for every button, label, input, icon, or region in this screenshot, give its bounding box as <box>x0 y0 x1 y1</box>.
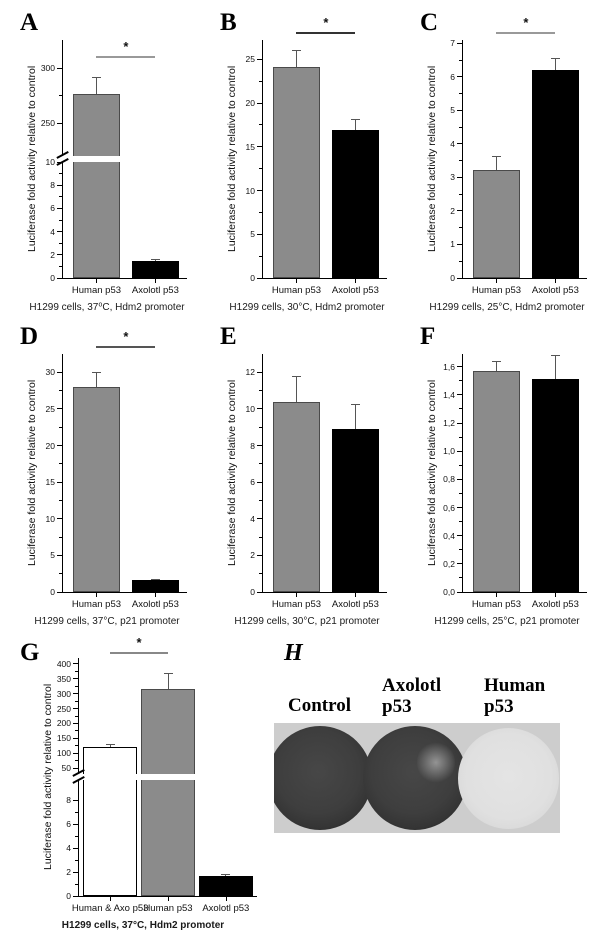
y-axis-tick-label: 8 <box>66 795 71 806</box>
significance-line <box>96 346 155 348</box>
bar-human-p53 <box>473 371 521 592</box>
bar-human-p53 <box>73 94 121 278</box>
significance-line <box>296 32 355 34</box>
y-axis-tick-label: 0,8 <box>443 474 455 485</box>
plot-area <box>245 354 387 610</box>
error-bar-cap <box>492 361 501 362</box>
x-category-label: Axolotl p53 <box>531 285 579 296</box>
y-axis-tick-label: 8 <box>250 440 255 451</box>
y-axis-tick-label: 3 <box>450 172 455 183</box>
y-axis-tick-label: 5 <box>50 550 55 561</box>
x-category-label: Human p53 <box>71 285 122 296</box>
panel-letter-h: H <box>284 640 303 666</box>
y-axis-tick <box>457 143 463 144</box>
y-axis-tick-label: 10 <box>245 403 255 414</box>
y-axis-tick <box>57 185 63 186</box>
y-axis-minor-tick <box>459 521 463 522</box>
y-axis-minor-tick <box>59 573 63 574</box>
y-axis-label: Luciferase fold activity relative to control <box>226 379 238 567</box>
y-axis-tick-label: 7 <box>450 38 455 49</box>
x-category-label: Axolotl p53 <box>131 599 179 610</box>
x-category-label: Human p53 <box>271 285 322 296</box>
y-axis-label: Luciferase fold activity relative to control <box>226 65 238 253</box>
panel-letter-d: D <box>20 323 39 350</box>
y-axis-tick-label: 4 <box>50 226 55 237</box>
significance-asterisk: * <box>136 635 142 650</box>
y-axis-tick-label: 20 <box>45 440 55 451</box>
error-bar <box>168 673 169 689</box>
error-bar-cap <box>292 50 301 51</box>
error-bar-cap <box>492 156 501 157</box>
y-axis-tick-label: 300 <box>40 63 55 74</box>
plot-area <box>40 39 187 296</box>
error-bar-cap <box>151 259 160 260</box>
y-axis-tick <box>257 59 263 60</box>
y-axis-tick-label: 0,4 <box>443 530 455 541</box>
y-axis-tick <box>73 678 79 679</box>
significance-asterisk: * <box>523 15 529 30</box>
x-axis-tick <box>96 593 97 597</box>
y-axis-tick <box>73 768 79 769</box>
x-axis-tick <box>168 897 169 901</box>
dish-label-human-p53: Human p53 <box>484 675 546 717</box>
y-axis-tick-label: 1,6 <box>443 361 455 372</box>
bar-human-axo-p53 <box>83 747 136 896</box>
y-axis-minor-tick <box>75 671 79 672</box>
x-axis-tick <box>555 279 556 283</box>
petri-dish-control <box>274 726 372 830</box>
y-axis-label: Luciferase fold activity relative to control <box>26 65 38 253</box>
y-axis-minor-tick <box>59 266 63 267</box>
panel-letter-c: C <box>420 9 439 36</box>
y-axis-tick <box>457 210 463 211</box>
y-axis-tick <box>257 146 263 147</box>
panel-G <box>0 632 272 951</box>
y-axis-tick-label: 5 <box>250 229 255 240</box>
x-axis-tick <box>296 279 297 283</box>
y-axis-tick <box>457 507 463 508</box>
y-axis-tick <box>457 535 463 536</box>
y-axis-tick <box>457 423 463 424</box>
y-axis-minor-tick <box>459 93 463 94</box>
y-axis-tick-label: 20 <box>245 98 255 108</box>
y-axis-tick-label: 1 <box>450 239 455 250</box>
y-axis-tick-label: 12 <box>245 367 255 378</box>
y-axis-tick-label: 100 <box>56 748 71 759</box>
y-axis-tick-label: 200 <box>56 718 71 729</box>
y-axis-minor-tick <box>259 212 263 213</box>
chart-caption: H1299 cells, 30°C, Hdm2 promoter <box>229 302 385 313</box>
chart-caption: H1299 cells, 37⁰C, Hdm2 promoter <box>29 302 185 313</box>
x-category-label: Axolotl p53 <box>202 903 250 914</box>
y-axis-minor-tick <box>459 60 463 61</box>
y-axis-tick <box>57 482 63 483</box>
y-axis-tick-label: 4 <box>450 138 455 149</box>
y-axis-tick-label: 6 <box>250 477 255 488</box>
y-axis-minor-tick <box>259 463 263 464</box>
y-axis-tick-label: 4 <box>66 843 71 854</box>
y-axis-minor-tick <box>459 493 463 494</box>
y-axis-tick-label: 0 <box>50 273 55 283</box>
error-bar <box>96 372 97 387</box>
bar-axolotl-p53 <box>332 130 380 278</box>
y-axis-tick <box>457 43 463 44</box>
y-axis-minor-tick <box>59 95 63 96</box>
y-axis-minor-tick <box>59 537 63 538</box>
y-axis-minor-tick <box>459 380 463 381</box>
y-axis-tick <box>57 278 63 279</box>
error-bar-cap <box>551 58 560 59</box>
axis-break <box>76 774 258 780</box>
y-axis-minor-tick <box>59 390 63 391</box>
y-axis-minor-tick <box>59 196 63 197</box>
panel-B <box>200 4 400 318</box>
y-axis-tick <box>57 208 63 209</box>
x-axis-tick <box>155 279 156 283</box>
x-category-label: Axolotl p53 <box>331 285 379 296</box>
y-axis-tick <box>57 445 63 446</box>
y-axis-tick-label: 0,6 <box>443 502 455 513</box>
error-bar-cap <box>92 372 101 373</box>
significance-line <box>110 652 168 654</box>
y-axis-tick <box>57 592 63 593</box>
error-bar-cap <box>106 744 115 745</box>
bar-human-p53 <box>273 67 321 278</box>
x-category-label: Human p53 <box>71 599 122 610</box>
y-axis-tick-label: 250 <box>40 118 55 129</box>
y-axis-tick-label: 30 <box>45 367 55 378</box>
y-axis-tick <box>457 244 463 245</box>
panel-C <box>400 4 600 318</box>
x-axis-tick <box>110 897 111 901</box>
y-axis-tick <box>257 190 263 191</box>
y-axis-minor-tick <box>75 716 79 717</box>
y-axis-minor-tick <box>259 124 263 125</box>
bar-axolotl-p53 <box>132 580 180 592</box>
panel-letter-a: A <box>20 9 39 36</box>
y-axis-minor-tick <box>59 427 63 428</box>
x-category-label: Human p53 <box>143 903 193 914</box>
x-axis-tick <box>355 279 356 283</box>
y-axis-tick <box>457 592 463 593</box>
y-axis-tick <box>457 366 463 367</box>
x-category-label: Human & Axo p53 <box>71 903 149 914</box>
bar-human-p53 <box>473 170 521 278</box>
y-axis-tick-label: 50 <box>61 763 71 774</box>
plot-area <box>45 329 187 610</box>
error-bar-cap <box>221 874 230 875</box>
y-axis-tick <box>57 372 63 373</box>
error-bar-cap <box>151 579 160 580</box>
x-axis-tick <box>355 593 356 597</box>
y-axis-tick-label: 0 <box>450 273 455 283</box>
y-axis-minor-tick <box>459 160 463 161</box>
y-axis-tick <box>73 693 79 694</box>
y-axis-minor-tick <box>459 227 463 228</box>
x-category-label: Human p53 <box>471 599 522 610</box>
y-axis-minor-tick <box>459 194 463 195</box>
bar-human-p53 <box>73 387 121 592</box>
y-axis-tick-label: 2 <box>450 205 455 216</box>
error-bar-cap <box>351 404 360 405</box>
y-axis-tick <box>57 231 63 232</box>
y-axis-tick <box>257 408 263 409</box>
y-axis-tick <box>73 663 79 664</box>
significance-line <box>496 32 555 34</box>
error-bar <box>296 50 297 68</box>
y-axis-minor-tick <box>75 701 79 702</box>
y-axis-tick <box>73 723 79 724</box>
y-axis-label: Luciferase fold activity relative to control <box>26 379 38 567</box>
y-axis-tick <box>57 555 63 556</box>
y-axis-minor-tick <box>259 537 263 538</box>
y-axis-minor-tick <box>75 745 79 746</box>
chart-caption: H1299 cells, 25°C, p21 promoter <box>434 616 580 627</box>
bar-axolotl-p53 <box>132 261 180 278</box>
x-category-label: Human p53 <box>471 285 522 296</box>
y-axis-tick-label: 0,0 <box>443 587 455 597</box>
error-bar-cap <box>351 119 360 120</box>
y-axis-tick <box>457 278 463 279</box>
y-axis-minor-tick <box>75 760 79 761</box>
plot-area <box>443 354 587 610</box>
y-axis-tick <box>257 278 263 279</box>
x-axis-tick <box>296 593 297 597</box>
y-axis-tick <box>73 824 79 825</box>
y-axis-tick-label: 1,0 <box>443 446 455 457</box>
panel-F <box>400 318 600 632</box>
error-bar <box>296 376 297 402</box>
y-axis-tick <box>73 800 79 801</box>
y-axis-tick <box>73 753 79 754</box>
y-axis-tick-label: 1,4 <box>443 389 455 400</box>
y-axis-tick <box>257 518 263 519</box>
bar-axolotl-p53 <box>332 429 380 592</box>
y-axis-tick <box>57 254 63 255</box>
y-axis-minor-tick <box>459 408 463 409</box>
bar-axolotl-p53 <box>532 70 580 278</box>
y-axis-tick-label: 10 <box>45 513 55 524</box>
y-axis-tick-label: 15 <box>245 141 255 152</box>
y-axis-minor-tick <box>459 465 463 466</box>
y-axis-tick <box>73 848 79 849</box>
x-axis-tick <box>496 279 497 283</box>
plot-area <box>245 15 387 296</box>
y-axis-tick-label: 15 <box>45 477 55 488</box>
y-axis-tick <box>457 451 463 452</box>
y-axis-tick-label: 2 <box>50 249 55 260</box>
plot-area <box>56 635 257 914</box>
x-category-label: Axolotl p53 <box>131 285 179 296</box>
error-bar <box>96 77 97 93</box>
bar-human-p53 <box>273 402 321 592</box>
y-axis-minor-tick <box>459 549 463 550</box>
y-axis-minor-tick <box>75 884 79 885</box>
panel-H <box>272 632 600 951</box>
x-axis-tick <box>555 593 556 597</box>
petri-dish-photo <box>274 723 560 833</box>
y-axis-label: Luciferase fold activity relative to control <box>42 683 54 871</box>
x-category-label: Human p53 <box>271 599 322 610</box>
axis-break <box>60 156 188 162</box>
y-axis-minor-tick <box>59 500 63 501</box>
y-axis-tick-label: 25 <box>45 403 55 414</box>
y-axis-tick-label: 10 <box>45 157 55 167</box>
y-axis-minor-tick <box>59 220 63 221</box>
y-axis-tick <box>257 555 263 556</box>
y-axis-tick-label: 150 <box>56 733 71 744</box>
y-axis-tick <box>257 372 263 373</box>
y-axis-minor-tick <box>459 437 463 438</box>
y-axis-tick-label: 5 <box>450 105 455 116</box>
y-axis-tick-label: 300 <box>56 688 71 699</box>
y-axis-tick <box>257 234 263 235</box>
y-axis-tick-label: 0,2 <box>443 558 455 569</box>
panel-letter-b: B <box>220 9 237 36</box>
error-bar-cap <box>551 355 560 356</box>
panel-letter-e: E <box>220 323 237 350</box>
panel-E <box>200 318 400 632</box>
y-axis-tick-label: 0 <box>50 587 55 597</box>
y-axis-minor-tick <box>259 256 263 257</box>
y-axis-tick-label: 400 <box>56 658 71 669</box>
y-axis-tick <box>457 110 463 111</box>
y-axis-tick <box>457 394 463 395</box>
y-axis-tick <box>257 445 263 446</box>
chart-caption: H1299 cells, 37°C, p21 promoter <box>34 616 180 627</box>
error-bar-cap <box>92 77 101 78</box>
y-axis-tick-label: 4 <box>250 513 255 524</box>
y-axis-tick-label: 25 <box>245 54 255 65</box>
y-axis-minor-tick <box>259 81 263 82</box>
y-axis-label: Luciferase fold activity relative to control <box>426 65 438 253</box>
x-axis-tick <box>496 593 497 597</box>
y-axis-tick <box>457 76 463 77</box>
y-axis-tick-label: 2 <box>66 867 71 878</box>
bar-axolotl-p53 <box>532 379 580 592</box>
y-axis-minor-tick <box>259 573 263 574</box>
y-axis-label: Luciferase fold activity relative to control <box>426 379 438 567</box>
y-axis-minor-tick <box>75 730 79 731</box>
x-axis-tick <box>96 279 97 283</box>
error-bar <box>496 156 497 170</box>
significance-line <box>96 56 155 58</box>
y-axis-minor-tick <box>259 500 263 501</box>
y-axis-tick-label: 0 <box>250 273 255 283</box>
y-axis-tick <box>457 177 463 178</box>
y-axis-tick-label: 350 <box>56 673 71 684</box>
x-axis-tick <box>226 897 227 901</box>
y-axis-tick <box>257 482 263 483</box>
y-axis-tick <box>257 103 263 104</box>
error-bar <box>496 361 497 371</box>
significance-asterisk: * <box>123 329 129 344</box>
y-axis-tick <box>57 123 63 124</box>
dish-label-control: Control <box>288 695 351 716</box>
y-axis-tick-label: 8 <box>50 180 55 191</box>
chart-caption: H1299 cells, 25°C, Hdm2 promoter <box>429 302 585 313</box>
y-axis-minor-tick <box>59 173 63 174</box>
petri-dish-axolotl-p53 <box>363 726 467 830</box>
petri-dish-human-p53 <box>458 728 559 829</box>
y-axis-minor-tick <box>459 127 463 128</box>
x-category-label: Axolotl p53 <box>331 599 379 610</box>
y-axis-tick <box>457 479 463 480</box>
y-axis-minor-tick <box>259 168 263 169</box>
y-axis-tick <box>73 896 79 897</box>
y-axis-tick <box>57 518 63 519</box>
y-axis-minor-tick <box>75 812 79 813</box>
y-axis-tick <box>257 592 263 593</box>
y-axis-tick-label: 6 <box>450 71 455 82</box>
bar-human-p53 <box>141 689 194 896</box>
y-axis-tick-label: 0 <box>250 587 255 597</box>
y-axis-tick-label: 2 <box>250 550 255 561</box>
y-axis-tick-label: 250 <box>56 703 71 714</box>
chart-caption: H1299 cells, 30°C, p21 promoter <box>234 616 380 627</box>
y-axis-minor-tick <box>75 836 79 837</box>
bar-axolotl-p53 <box>199 876 252 896</box>
y-axis-minor-tick <box>259 390 263 391</box>
error-bar-cap <box>164 673 173 674</box>
y-axis-minor-tick <box>459 577 463 578</box>
y-axis-minor-tick <box>459 261 463 262</box>
y-axis-tick-label: 0 <box>66 891 71 901</box>
panel-A <box>0 4 200 318</box>
y-axis-tick <box>57 68 63 69</box>
y-axis-tick-label: 10 <box>245 185 255 196</box>
y-axis-minor-tick <box>259 427 263 428</box>
chart-caption: H1299 cells, 37°C, Hdm2 promoter <box>61 920 225 931</box>
plot-area <box>450 15 587 296</box>
significance-asterisk: * <box>123 39 129 54</box>
x-category-label: Axolotl p53 <box>531 599 579 610</box>
dish-label-axolotl-p53: Axolotl p53 <box>382 675 442 717</box>
error-bar <box>355 404 356 429</box>
error-bar <box>555 355 556 379</box>
y-axis-tick-label: 1,2 <box>443 418 455 428</box>
y-axis-minor-tick <box>75 686 79 687</box>
error-bar <box>355 119 356 130</box>
panel-D <box>0 318 200 632</box>
error-bar-cap <box>292 376 301 377</box>
y-axis-tick <box>73 738 79 739</box>
y-axis-minor-tick <box>75 860 79 861</box>
y-axis-minor-tick <box>59 463 63 464</box>
significance-asterisk: * <box>323 15 329 30</box>
panel-letter-f: F <box>420 323 436 350</box>
y-axis-tick <box>57 408 63 409</box>
y-axis-minor-tick <box>59 243 63 244</box>
error-bar <box>555 58 556 70</box>
y-axis-tick-label: 6 <box>66 819 71 830</box>
panel-letter-g: G <box>20 639 40 666</box>
y-axis-tick <box>457 563 463 564</box>
y-axis-tick-label: 6 <box>50 203 55 214</box>
x-axis-tick <box>155 593 156 597</box>
y-axis-tick <box>73 708 79 709</box>
y-axis-tick <box>73 872 79 873</box>
